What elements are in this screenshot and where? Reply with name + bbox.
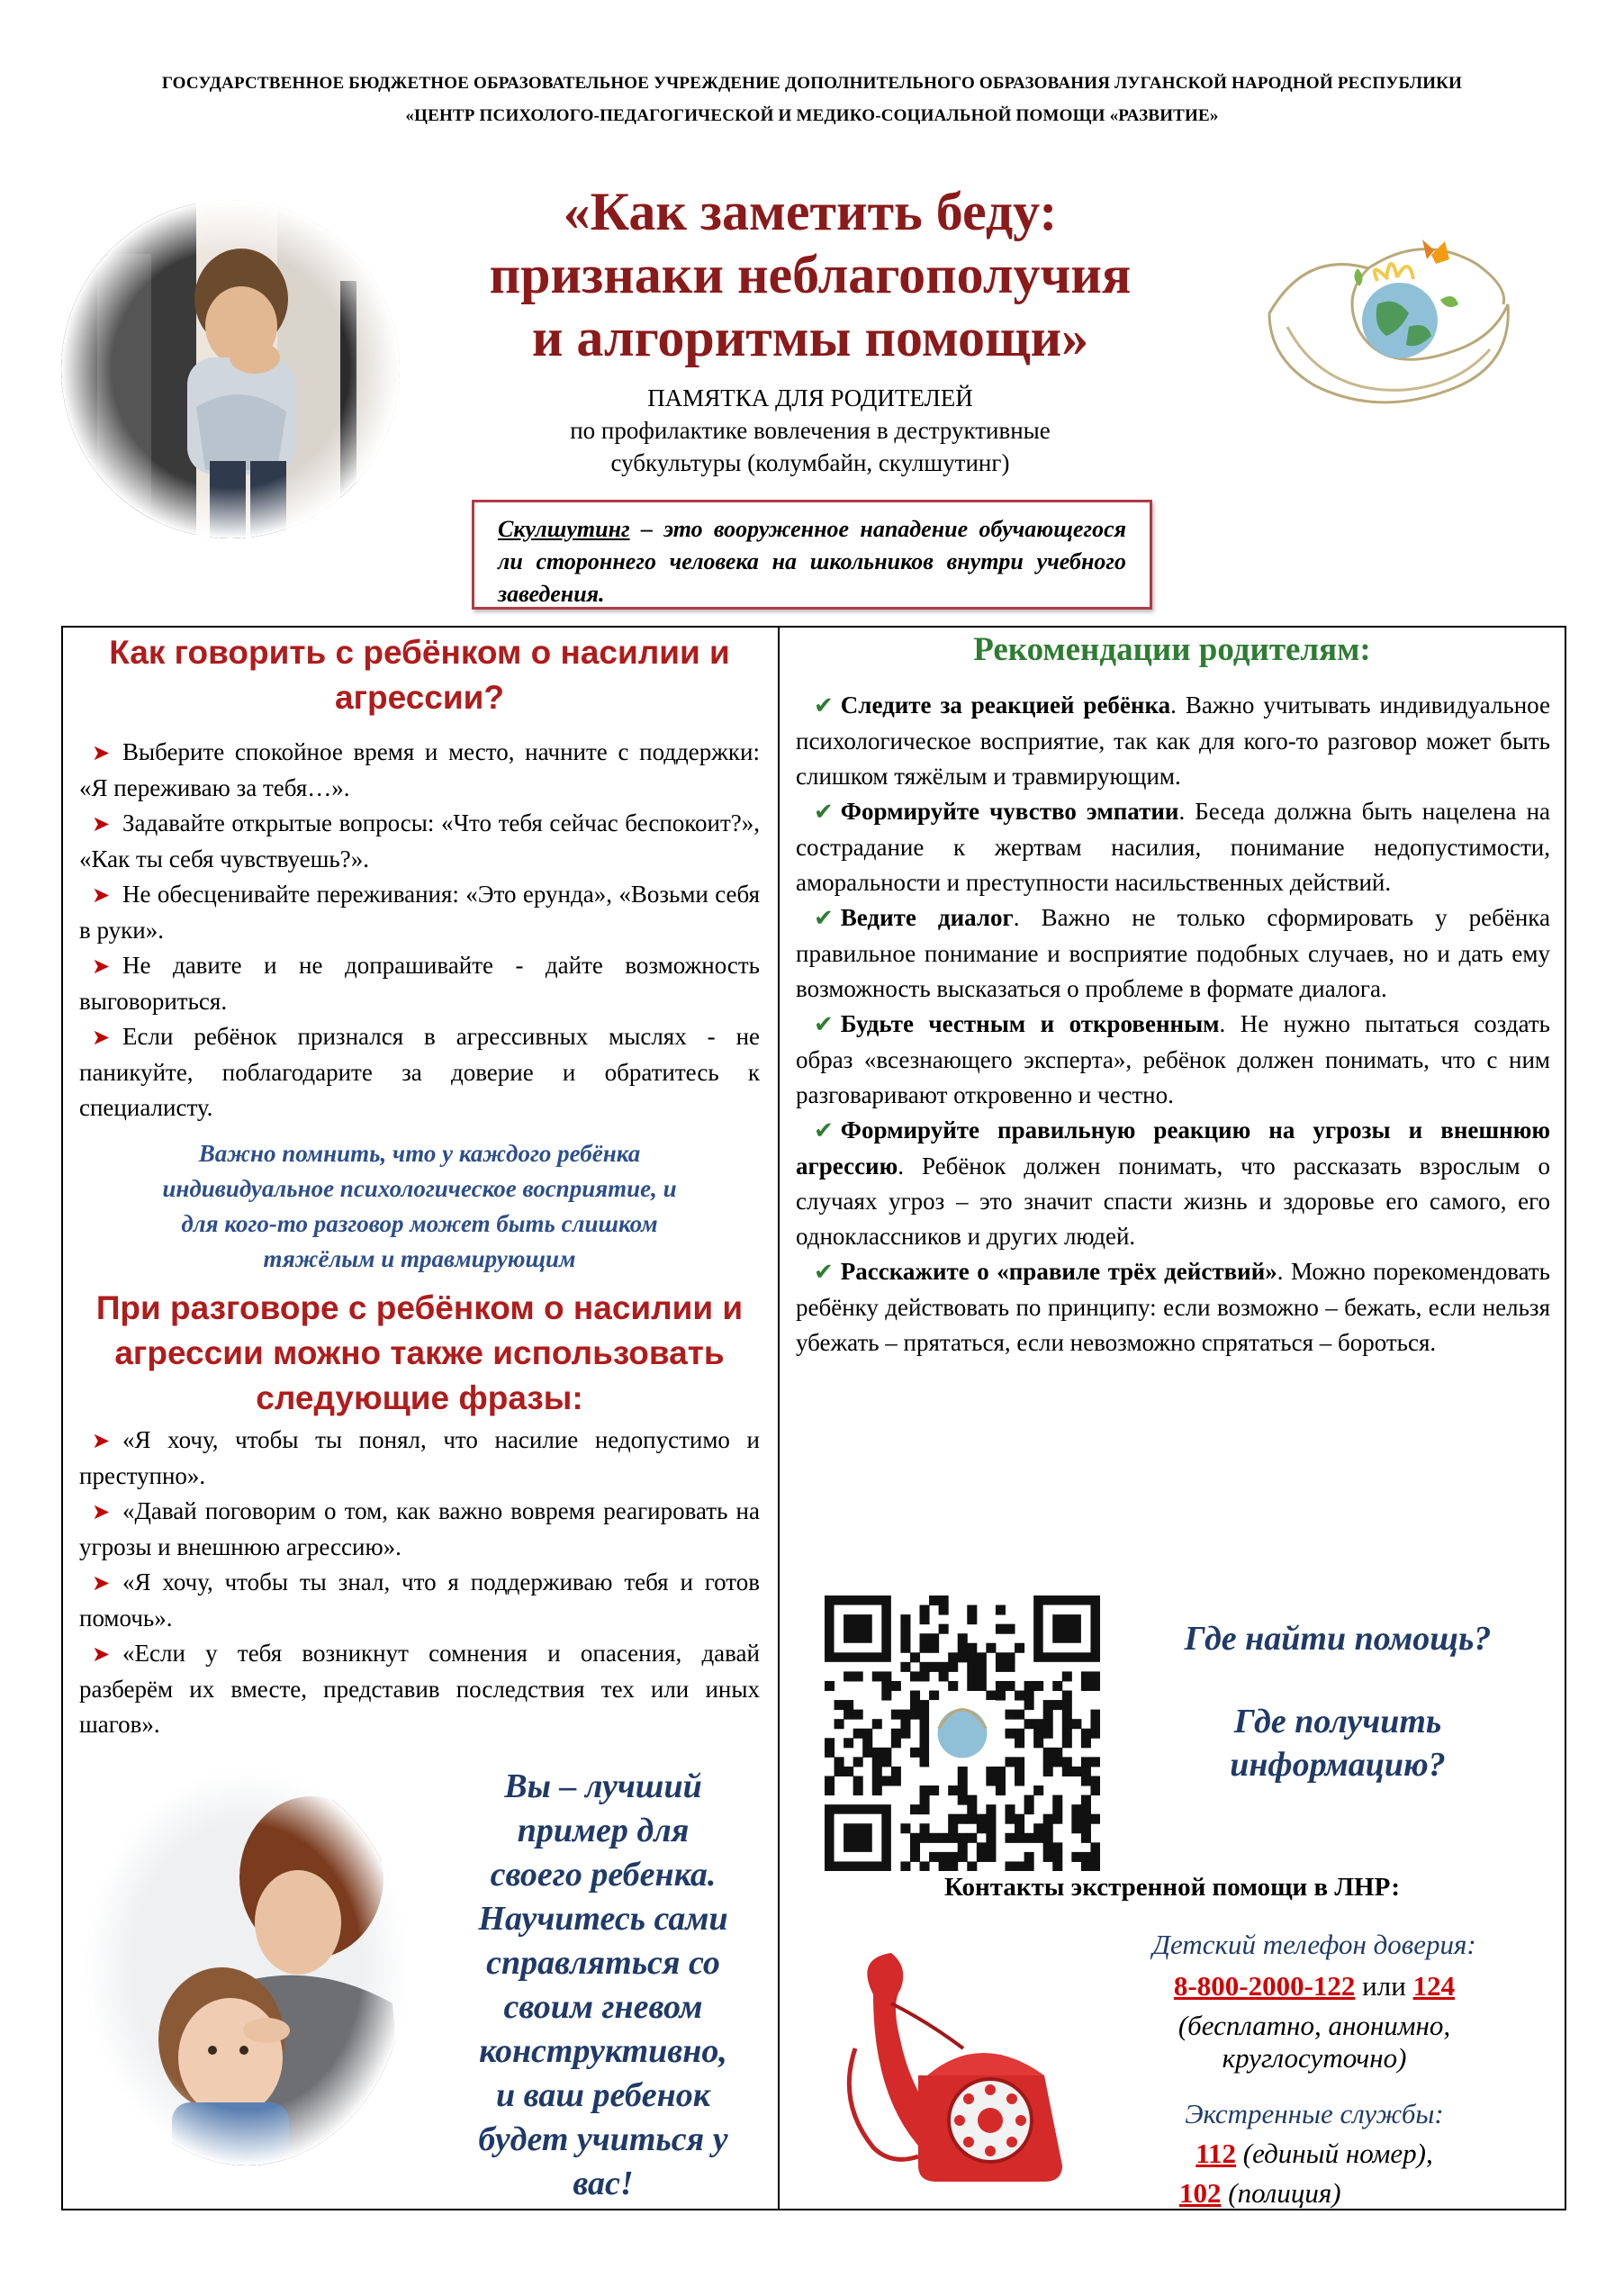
recommendation-item (796, 1254, 1550, 1360)
contacts-heading: Контакты экстренной помощи в ЛНР: (943, 1873, 1401, 1902)
list-item (79, 1565, 760, 1636)
note-line: тяжёлым и травмирующим (263, 1245, 576, 1272)
list-item (79, 806, 760, 877)
page-subtitle (486, 382, 1134, 479)
arrow-bullet-icon: ➤ (91, 882, 111, 908)
definition-box (472, 500, 1152, 610)
recommendation-title: Расскажите о «правиле трёх действий» (840, 1258, 1277, 1285)
emergency-note: (единый номер), (1236, 2138, 1433, 2169)
title-line: и алгоритмы помощи» (531, 308, 1089, 367)
recommendation-item (796, 1113, 1550, 1254)
hotline-note-line: (бесплатно, анонимно, (1177, 2010, 1451, 2041)
check-mark-icon: ✔ (814, 1117, 834, 1144)
quote-line: вас! (573, 2165, 634, 2202)
arrow-bullet-icon: ➤ (91, 740, 111, 765)
list-item-text: Выберите спокойное время и место, начните с поддержки: «Я переживаю за тебя…». (79, 738, 760, 801)
hotline-or: или (1362, 1970, 1406, 2002)
hands-globe-logo (1251, 214, 1521, 430)
check-mark-icon: ✔ (814, 1259, 834, 1286)
list-item-text: Задавайте открытые вопросы: «Что тебя сейчас беспокоит?», «Как ты себя чувствуешь?». (79, 809, 760, 872)
help-question-line: Где получить (1233, 1703, 1442, 1740)
title-line: признаки неблагополучия (489, 245, 1132, 304)
recommendation-text: . Не нужно пытаться создать образ «всезнающего эксперта», ребёнок должен понимать, что с ним разговаривают откровенно и честно. (796, 1010, 1550, 1108)
hotline-numbers (1089, 1970, 1539, 2002)
recommendation-text: . Можно порекомендовать ребёнку действовать по принципу: если возможно – бежать, если нельзя убежать – прятаться, если невозможно спрятаться – бороться. (796, 1258, 1550, 1356)
list-item (79, 1494, 760, 1565)
heading-recommendations: Рекомендации родителям: (973, 631, 1371, 668)
quote-line: пример для (517, 1812, 690, 1849)
quote-line: Вы – лучший (504, 1767, 702, 1805)
help-question-1: Где найти помощь? (1184, 1620, 1492, 1658)
emergency-note: (полиция) (1221, 2177, 1341, 2209)
subtitle-line: по профилактике вовлечения в деструктивные (570, 417, 1051, 444)
help-question-line: информацию? (1230, 1746, 1446, 1784)
heading-line: агрессии можно также использовать (114, 1334, 725, 1371)
hotline-label: Детский телефон доверия: (1152, 1929, 1476, 1960)
list-item (79, 877, 760, 948)
emergency-line-2 (1089, 2177, 1539, 2210)
red-telephone-image (837, 1940, 1071, 2192)
hotline-note (1089, 2010, 1539, 2075)
quote-line: будет учиться у (478, 2120, 728, 2158)
recommendation-item (796, 794, 1550, 900)
arrow-bullet-icon: ➤ (91, 811, 111, 836)
recommendation-item (796, 688, 1550, 794)
list-item-text: «Я хочу, чтобы ты понял, что насилие недопустимо и преступно». (79, 1426, 760, 1489)
recommendation-item (796, 1007, 1550, 1113)
motivational-quote (441, 1765, 765, 2206)
help-question-2 (1140, 1700, 1536, 1786)
recommendation-item (796, 900, 1550, 1007)
recommendation-title: Следите за реакцией ребёнка (840, 692, 1171, 719)
list-item-text: Не давите и не допрашивайте - дайте возможность выговориться. (79, 952, 760, 1015)
emergency-number-link[interactable]: 102 (1179, 2177, 1222, 2209)
quote-line: своего ребенка. (490, 1856, 717, 1894)
list-item-text: «Если у тебя возникнут сомнения и опасения, давай разберём их вместе, представив последствия тех или иных шагов». (79, 1640, 760, 1738)
check-mark-icon: ✔ (814, 905, 834, 932)
arrow-bullet-icon: ➤ (91, 1428, 111, 1453)
recommendation-text: . Ребёнок должен понимать, что рассказать взрослым о случаях угроз – это значит спасти жизнь и здоровье его самого, его одноклассников и других людей. (796, 1153, 1550, 1250)
arrow-bullet-icon: ➤ (91, 1025, 111, 1050)
mother-child-photo (86, 1769, 407, 2165)
list-item-text: Если ребёнок признался в агрессивных мыслях - не паникуйте, поблагодарите за доверие и обратитесь к специалисту. (79, 1023, 760, 1121)
hotline-note-line: круглосуточно) (1222, 2042, 1407, 2074)
recommendation-title: Формируйте чувство эмпатии (840, 798, 1179, 825)
note-line: Важно помнить, что у каждого ребёнка (198, 1140, 641, 1167)
subtitle-line: субкультуры (колумбайн, скулшутинг) (610, 449, 1010, 476)
emergency-line-1 (1089, 2138, 1539, 2170)
phrases-list (79, 1423, 760, 1742)
list-item-text: «Я хочу, чтобы ты знал, что я поддерживаю тебя и готов помочь». (79, 1568, 760, 1632)
hotline-short-link[interactable]: 124 (1412, 1970, 1456, 2002)
qr-code[interactable] (825, 1595, 1100, 1871)
quote-line: и ваш ребенок (495, 2076, 711, 2114)
hotline-number-link[interactable]: 8-800-2000-122 (1173, 1970, 1356, 2002)
recommendation-title: Формируйте правильную реакцию на угрозы и внешнюю агрессию (796, 1116, 1550, 1180)
arrow-bullet-icon: ➤ (91, 1641, 111, 1667)
recommendation-text: . Важно не только сформировать у ребёнка правильное понимание и восприятие подобных случаев, но и дать ему возможность высказаться о проблеме в формате диалога. (796, 904, 1550, 1002)
list-item (79, 1636, 760, 1742)
quote-line: конструктивно, (479, 2032, 727, 2070)
heading-line: При разговоре с ребёнком о насилии и (95, 1289, 744, 1326)
quote-line: справляться со (486, 1944, 720, 1982)
emergency-number-link[interactable]: 112 (1195, 2138, 1237, 2169)
recommendation-title: Ведите диалог (840, 904, 1014, 931)
sad-boy-photo (61, 200, 400, 538)
list-item-text: «Давай поговорим о том, как важно вовремя реагировать на угрозы и внешнюю агрессию». (79, 1497, 760, 1560)
check-mark-icon: ✔ (814, 692, 834, 719)
title-line: «Как заметить беду: (563, 182, 1058, 241)
heading-line: Как говорить с ребёнком о насилии и (109, 634, 730, 671)
arrow-bullet-icon: ➤ (91, 954, 111, 979)
org-name-line1: ГОСУДАРСТВЕННОЕ БЮДЖЕТНОЕ ОБРАЗОВАТЕЛЬНОЕ УЧРЕЖДЕНИЕ ДОПОЛНИТЕЛЬНОГО ОБРАЗОВАНИЯ ЛУГАНСКОЙ НАРОДНОЙ РЕСПУБЛИКИ (161, 74, 1463, 93)
quote-line: своим гневом (503, 1988, 703, 2026)
definition-term: Скулшутинг (498, 516, 630, 542)
emergency-label: Экстренные службы: (1185, 2098, 1444, 2129)
list-item (79, 948, 760, 1019)
arrow-bullet-icon: ➤ (91, 1499, 111, 1524)
heading-how-to-talk (72, 630, 767, 720)
list-item (79, 1423, 760, 1494)
tips-list (79, 735, 760, 1125)
heading-line: следующие фразы: (256, 1379, 583, 1416)
recommendation-title: Будьте честным и откровенным (840, 1010, 1220, 1037)
quote-line: Научитесь сами (478, 1900, 728, 1938)
heading-line: агрессии? (335, 679, 504, 716)
list-item-text: Не обесценивайте переживания: «Это ерунда», «Возьми себя в руки». (79, 881, 760, 944)
org-name-line2: «ЦЕНТР ПСИХОЛОГО-ПЕДАГОГИЧЕСКОЙ И МЕДИКО-СОЦИАЛЬНОЙ ПОМОЩИ «РАЗВИТИЕ» (405, 106, 1219, 125)
important-note (86, 1136, 753, 1277)
column-divider (778, 626, 780, 2210)
heading-phrases (72, 1286, 767, 1421)
check-mark-icon: ✔ (814, 1011, 834, 1038)
note-line: для кого-то разговор может быть слишком (181, 1210, 658, 1237)
list-item (79, 1019, 760, 1125)
arrow-bullet-icon: ➤ (91, 1570, 111, 1595)
list-item (79, 735, 760, 806)
recommendations-list (796, 688, 1550, 1360)
page-title (396, 180, 1224, 369)
subtitle-line: ПАМЯТКА ДЛЯ РОДИТЕЛЕЙ (647, 384, 973, 411)
recommendation-text: . Беседа должна быть нацелена на сострадание к жертвам насилия, понимание недопустимости, аморальности и преступности насильственных действий. (796, 798, 1551, 896)
definition-text: – это вооруженное нападение обучающегося ли стороннего человека на школьников внутри учебного заведения. (498, 516, 1126, 607)
note-line: индивидуальное психологическое восприятие, и (162, 1175, 677, 1202)
recommendation-text: . Важно учитывать индивидуальное психологическое восприятие, так как для кого-то разговор может быть слишком тяжёлым и травмирующим. (796, 692, 1550, 790)
check-mark-icon: ✔ (814, 799, 834, 826)
